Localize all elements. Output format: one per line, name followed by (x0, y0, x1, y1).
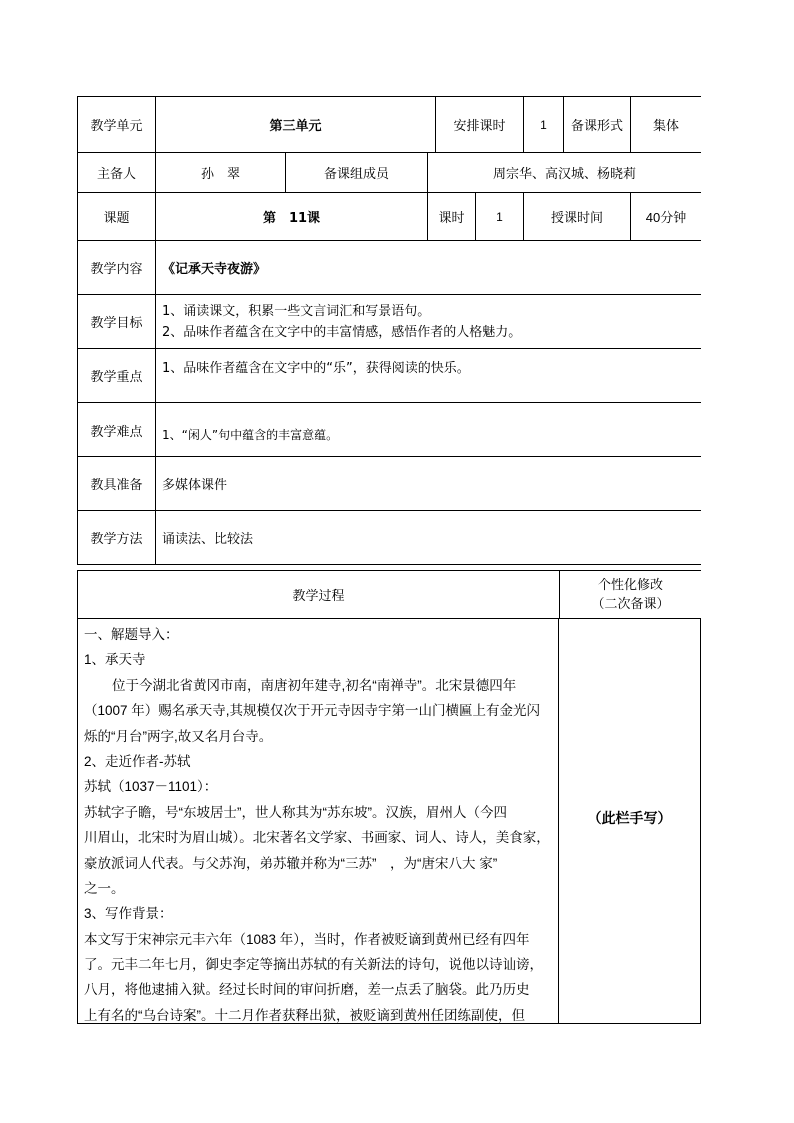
process-line: 了。元丰二年七月，御史李定等摘出苏轼的有关新法的诗句，说他以诗讪谤， (84, 957, 543, 973)
topic-value: 第 11课 (156, 193, 428, 241)
schedule-value: 1 (524, 97, 564, 153)
process-line: 2、走近作者-苏轼 (84, 753, 191, 769)
method-label: 教学方法 (78, 511, 156, 565)
process-body (77, 618, 701, 1024)
objectives-label: 教学目标 (78, 295, 156, 349)
process-line: 苏轼（1037－1101）： (84, 779, 218, 795)
process-line: 1、承天寺 (84, 652, 146, 668)
objective-item: 1、诵读课文，积累一些文言词汇和写景语句。 (162, 303, 431, 319)
process-line: 3、写作背景： (84, 906, 173, 922)
unit-label: 教学单元 (78, 97, 156, 153)
difficulty-label: 教学难点 (78, 403, 156, 457)
topic-label: 课题 (78, 193, 156, 241)
process-title: 教学过程 (78, 571, 560, 619)
lead-value: 孙 翠 (156, 153, 286, 193)
content-value: 《记承天寺夜游》 (156, 241, 702, 295)
group-value: 周宗华、高汉城、杨晓莉 (428, 153, 702, 193)
prep-form-label: 备课形式 (564, 97, 631, 153)
period-label: 课时 (428, 193, 476, 241)
key-label: 教学重点 (78, 349, 156, 403)
process-line: 烁的“月台”两字,故又名月台寺。 (84, 728, 273, 744)
difficulty-value: 1、“闲人”句中蕴含的丰富意蕴。 (156, 403, 702, 457)
teach-time-value: 40分钟 (631, 193, 701, 241)
process-line: 豪放派词人代表。与父苏洵，弟苏辙并称为“三苏” ，为“唐宋八大 家” (84, 855, 498, 871)
period-value: 1 (476, 193, 524, 241)
process-line: 一、解题导入： (84, 627, 179, 642)
prep-form-value: 集体 (631, 97, 701, 153)
handwrite-note: （此栏手写） (587, 811, 672, 827)
process-header (77, 570, 701, 619)
table-bottom-border (77, 1023, 701, 1024)
teach-time-label: 授课时间 (524, 193, 631, 241)
process-line: 川眉山，北宋时为眉山城）。北宋著名文学家、书画家、词人、诗人，美食家， (84, 830, 550, 846)
process-line: 位于今湖北省黄冈市南，南唐初年建寺,初名“南禅寺”。北宋景德四年 (112, 677, 517, 693)
process-line: 上有名的“乌台诗案”。十二月作者获释出狱，被贬谪到黄州任团练副使，但 (84, 1007, 525, 1023)
content-label: 教学内容 (78, 241, 156, 295)
schedule-label: 安排课时 (436, 97, 524, 153)
key-value: 1、品味作者蕴含在文字中的“乐”，获得阅读的快乐。 (156, 349, 702, 403)
lesson-plan-document (77, 96, 701, 1024)
lead-label: 主备人 (78, 153, 156, 193)
objective-item: 2、品味作者蕴含在文字中的丰富情感，感悟作者的人格魅力。 (162, 324, 522, 340)
process-line: 八月，将他逮捕入狱。经过长时间的审问折磨，差一点丢了脑袋。此乃历史 (84, 982, 530, 998)
personal-title-line-2: （二次备课） (591, 596, 670, 612)
process-line: （1007 年）赐名承天寺,其规模仅次于开元寺因寺宇第一山门横匾上有金光闪 (84, 703, 541, 719)
tools-label: 教具准备 (78, 457, 156, 511)
method-value: 诵读法、比较法 (156, 511, 702, 565)
tools-value: 多媒体课件 (156, 457, 702, 511)
unit-value: 第三单元 (156, 97, 436, 153)
personal-title-line-1: 个性化修改 (597, 577, 663, 593)
process-line: 之一。 (84, 880, 125, 896)
objectives-value (156, 295, 702, 349)
process-line: 本文写于宋神宗元丰六年（1083 年），当时，作者被贬谪到黄州已经有四年 (84, 931, 530, 947)
process-content (77, 618, 559, 1024)
process-line: 苏轼字子瞻，号“东坡居士”，世人称其为“苏东坡”。汉族，眉州人（今四 (84, 804, 507, 820)
personal-revision-column (559, 618, 701, 1024)
personal-revision-header (560, 571, 702, 619)
group-label: 备课组成员 (286, 153, 428, 193)
lesson-plan-table (77, 96, 701, 565)
